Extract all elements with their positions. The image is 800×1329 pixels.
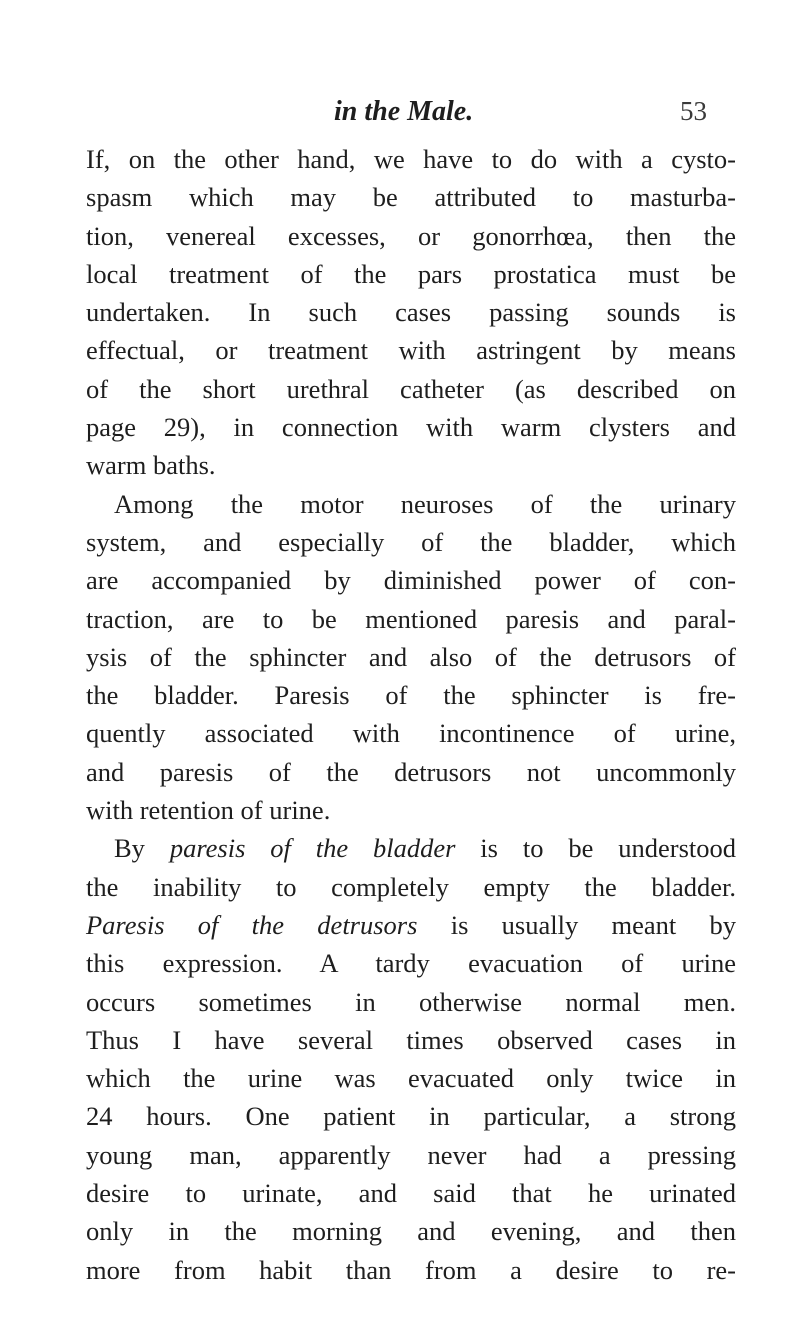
text-line: If, on the other hand, we have to do with a cysto- [86, 144, 736, 174]
italic-term: Paresis of the detrusors [86, 909, 418, 940]
text-line: spasm which may be attributed to masturba- [86, 182, 736, 213]
text-line: undertaken. In such cases passing sounds is [86, 297, 736, 328]
text-line: system, and especially of the bladder, which [86, 526, 736, 557]
text-segment: is to be understood [455, 833, 736, 864]
text-line: the inability to completely empty the bladder. [86, 871, 736, 902]
text-line: ysis of the sphincter and also of the detrusors of [86, 641, 736, 672]
text-line: traction, are to be mentioned paresis and paral- [86, 603, 736, 634]
text-line: page 29), in connection with warm clysters and [86, 412, 736, 443]
text-line: local treatment of the pars prostatica must be [86, 258, 736, 289]
text-line: and paresis of the detrusors not uncommonly [86, 756, 736, 787]
text-line: with retention of urine. [86, 795, 331, 826]
text-segment: is usually meant by [417, 909, 736, 940]
paragraph-1 [86, 140, 736, 485]
text-line: young man, apparently never had a pressing [86, 1139, 736, 1170]
text-line: only in the morning and evening, and then [86, 1216, 736, 1247]
text-line: of the short urethral catheter (as described on [86, 373, 736, 404]
text-line: the bladder. Paresis of the sphincter is fre- [86, 680, 736, 711]
text-line: tion, venereal excesses, or gonorrhœa, then the [86, 220, 736, 251]
text-line: effectual, or treatment with astringent by means [86, 335, 736, 366]
text-line: Among the motor neuroses of the urinary [114, 488, 736, 519]
text-line: 24 hours. One patient in particular, a strong [86, 1101, 736, 1132]
text-line: Thus I have several times observed cases in [86, 1024, 736, 1055]
text-segment: By [114, 833, 170, 864]
body-text [86, 140, 736, 1289]
italic-term: paresis of the bladder [169, 833, 456, 864]
text-line-with-italic [86, 829, 736, 867]
page-number: 53 [680, 96, 707, 126]
page-header [0, 96, 800, 136]
text-line: more from habit than from a desire to re- [86, 1254, 736, 1285]
running-title: in the Male. [334, 96, 474, 127]
text-line: are accompanied by diminished power of con- [86, 565, 736, 596]
text-line: desire to urinate, and said that he urinated [86, 1178, 736, 1209]
text-line: which the urine was evacuated only twice in [86, 1063, 736, 1094]
text-line-with-italic [86, 906, 736, 944]
text-line: this expression. A tardy evacuation of urine [86, 948, 736, 979]
text-line: warm baths. [86, 450, 216, 481]
text-line: quently associated with incontinence of urine, [86, 718, 736, 749]
paragraph-3 [86, 829, 736, 1289]
text-line: occurs sometimes in otherwise normal men. [86, 986, 736, 1017]
paragraph-2 [86, 485, 736, 830]
